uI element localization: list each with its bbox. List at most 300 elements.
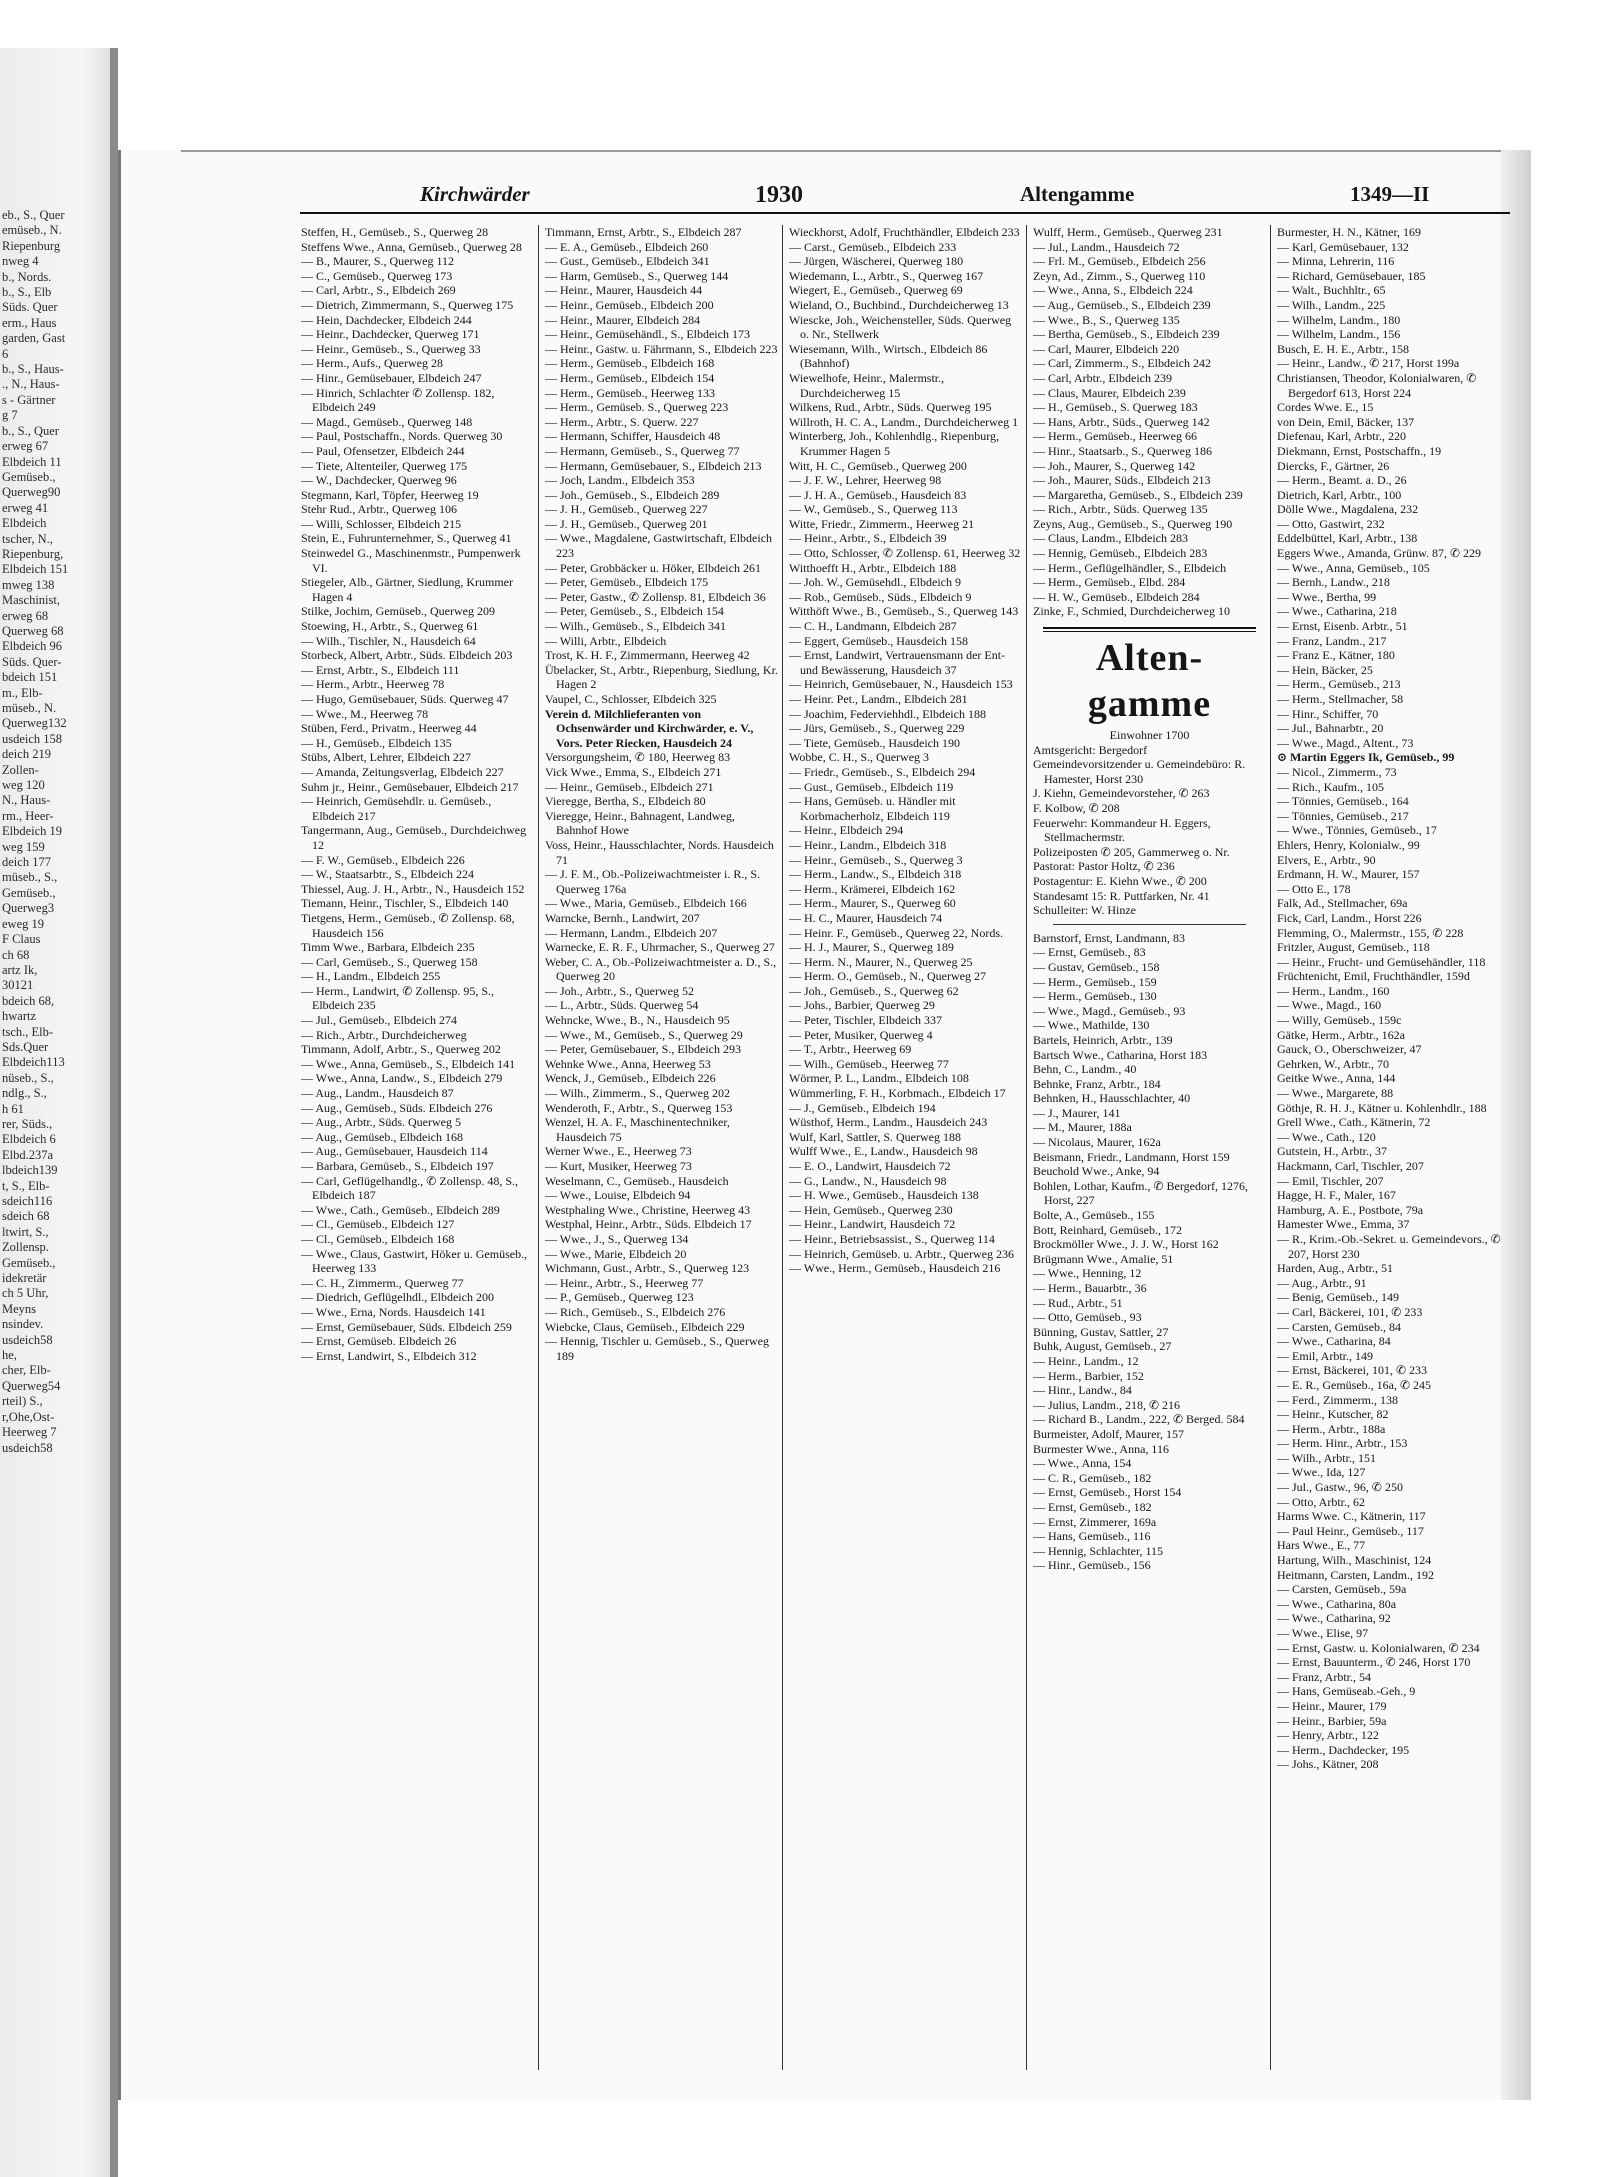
directory-entry: Wüsthof, Herm., Landm., Hausdeich 243 [789,1115,988,1130]
directory-entry: — Carl, Zimmerm., S., Elbdeich 242 [1033,356,1211,371]
section-separator [1053,924,1246,925]
directory-entry: — Heinr., Gemüsehändl., S., Elbdeich 173 [545,327,750,342]
directory-entry: Storbeck, Albert, Arbtr., Süds. Elbdeich 203 [301,648,513,663]
directory-entry: — Herm., Gemüseb., Elbdeich 168 [545,356,715,371]
directory-entry: Witte, Friedr., Zimmerm., Heerweg 21 [789,516,975,531]
gutter-fragment: t, S., Elb- [2,1178,50,1193]
directory-entry: Behnke, Franz, Arbtr., 184 [1033,1076,1161,1091]
gutter-fragment: erweg 41 [2,500,49,515]
directory-entry: — Wilh., Gemüseb., S., Elbdeich 341 [545,619,726,634]
directory-entry: — Wilhelm, Landm., 180 [1277,312,1401,327]
gutter-fragment: Elbd.237a [2,1147,54,1162]
directory-entry: — C. R., Gemüseb., 182 [1033,1470,1152,1485]
directory-entry: — Tönnies, Gemüseb., 217 [1277,808,1409,823]
directory-entry: Tietgens, Herm., Gemüseb., ✆ Zollensp. 68, Hausdeich 156 [301,910,515,940]
directory-entry: Tangermann, Aug., Gemüseb., Durchdeichweg 12 [301,823,527,852]
directory-entry: — Magd., Gemüseb., Querweg 148 [301,414,473,429]
directory-entry: — Herm., Gemüseb., 159 [1033,974,1157,989]
directory-entry: — Heinr., Arbtr., S., Elbdeich 39 [789,531,947,546]
directory-entry: Vaupel, C., Schlosser, Elbdeich 325 [545,692,717,706]
directory-entry: — Herm., Gemüseb., 213 [1277,677,1401,692]
directory-entry: — Tiete, Gemüseb., Hausdeich 190 [789,735,960,750]
gutter-fragment: b., S., Elb [2,285,52,300]
directory-entry: Warnecke, E. R. F., Uhrmacher, S., Querweg 27 [545,940,775,955]
gutter-fragment: Querweg90 [2,485,61,500]
directory-entry: Voss, Heinr., Hausschlachter, Nords. Hausdeich 71 [545,837,774,867]
directory-entry: — Franz, Landm., 217 [1277,633,1387,648]
directory-entry: — Herm. N., Maurer, N., Querweg 25 [789,954,973,969]
directory-entry: — Heinr., Gemüseb., Elbdeich 200 [545,297,714,312]
population: Einwohner 1700 [1109,728,1190,743]
directory-entry: Wulff Wwe., E., Landw., Hausdeich 98 [789,1144,978,1159]
directory-entry: Bohlen, Lothar, Kaufm., ✆ Bergedorf, 1276, Horst, 227 [1033,1178,1248,1208]
directory-entry: — M., Maurer, 188a [1033,1120,1132,1135]
directory-entry: — Herm., Maurer, S., Querweg 60 [789,896,956,911]
gutter-fragment: erweg 68 [2,608,49,623]
directory-entry: — Aug., Arbtr., Süds. Querweg 5 [301,1115,461,1130]
directory-entry: — Gust., Gemüseb., Elbdeich 341 [545,254,710,269]
directory-entry: Versorgungsheim, ✆ 180, Heerweg 83 [545,750,731,765]
directory-entry: Wiedemann, L., Arbtr., S., Querweg 167 [789,268,984,283]
directory-entry: — Gust., Gemüseb., Elbdeich 119 [789,779,954,794]
directory-entry: — Herm. O., Gemüseb., N., Querweg 27 [789,969,986,984]
directory-entry: — Claus, Landm., Elbdeich 283 [1033,531,1188,546]
directory-entry: Steffens Wwe., Anna, Gemüseb., Querweg 28 [301,239,522,254]
directory-entry: Vieregge, Heinr., Bahnagent, Landweg, Bahnhof Howe [545,808,735,838]
directory-entry: Ehlers, Henry, Kolonialw., 99 [1277,837,1420,852]
directory-entry: — Wwe., Henning, 12 [1033,1266,1142,1281]
directory-entry: — Ernst, Landwirt, S., Elbdeich 312 [301,1348,477,1363]
directory-entry: Grell Wwe., Cath., Kätnerin, 72 [1277,1115,1431,1130]
directory-entry: — Ernst, Gemüseb., Horst 154 [1033,1485,1182,1500]
directory-entry: — Heinr., Gemüseb., Elbdeich 271 [545,779,714,794]
directory-entry: — Herm., Arbtr., S. Querw. 227 [545,414,699,429]
directory-entry: — Rich., Arbtr., Süds. Querweg 135 [1033,502,1208,517]
gutter-fragment: deich 177 [2,855,51,870]
directory-entry: — Joh., Maurer, Süds., Elbdeich 213 [1033,473,1211,488]
directory-entry: — Ernst, Gemüseb., 83 [1033,945,1146,960]
directory-entry: — Wwe., Anna, Gemüseb., S., Elbdeich 141 [301,1056,516,1071]
directory-entry: Gätke, Herm., Arbtr., 162a [1277,1027,1405,1042]
directory-entry: Weselmann, C., Gemüseb., Hausdeich [545,1173,729,1188]
directory-entry: Dietrich, Karl, Arbtr., 100 [1277,487,1402,502]
directory-entry: — Heinr., Arbtr., S., Heerweg 77 [545,1275,704,1290]
section-title-line-2: gamme [1087,683,1212,726]
directory-entry: Eggers Wwe., Amanda, Grünw. 87, ✆ 229 [1277,546,1482,561]
directory-entry: — H. J., Maurer, S., Querweg 189 [789,940,954,955]
directory-entry: Christiansen, Theodor, Kolonialwaren, ✆ Bergedorf 613, Horst 224 [1277,370,1477,400]
directory-entry: Hamester Wwe., Emma, 37 [1277,1217,1410,1232]
directory-entry: von Dein, Emil, Bäcker, 137 [1277,414,1415,429]
gutter-fragment: garden, Gast [2,331,66,346]
directory-entry: — Hans, Gemüseab.-Geh., 9 [1277,1684,1416,1699]
gutter-fragment: bdeich 68, [2,993,55,1008]
directory-entry: Wiesemann, Wilh., Wirtsch., Elbdeich 86 (Bahnhof) [789,341,988,371]
directory-entry: — H. C., Maurer, Hausdeich 74 [789,910,943,925]
directory-entry: Schulleiter: W. Hinze [1033,903,1136,918]
directory-entry: — Herm., Landwirt, ✆ Zollensp. 95, S., Elbdeich 235 [301,983,495,1013]
directory-entry: — Heinr., Frucht- und Gemüsehändler, 118 [1277,954,1486,969]
directory-entry: — Bernh., Landw., 218 [1277,575,1390,590]
directory-entry: — Heinr., Elbdeich 294 [789,823,904,838]
book-binding [110,48,118,2177]
directory-entry: Zeyns, Aug., Gemüseb., S., Querweg 190 [1033,516,1233,531]
directory-entry: — Hein, Gemüseb., Querweg 230 [789,1202,953,1217]
directory-entry: — Herm., Gemüseb., Elbd. 284 [1033,575,1186,590]
directory-entry: Bolte, A., Gemüseb., 155 [1033,1208,1155,1223]
directory-entry: Diekmann, Ernst, Postschaffn., 19 [1277,443,1442,458]
directory-entry: — J. F. W., Lehrer, Heerweg 98 [789,473,942,488]
page-header [300,178,1510,214]
directory-entry: — Wwe., Magdalene, Gastwirtschaft, Elbdeich 223 [545,531,773,561]
directory-entry: — Wwe., M., Heerweg 78 [301,706,429,721]
directory-entry: Stoewing, H., Arbtr., S., Querweg 61 [301,619,479,634]
directory-entry: Steinwedel G., Maschinenmstr., Pumpenwerk VI. [301,546,521,575]
directory-entry: — Heinrich, Gemüsehdlr. u. Gemüseb., Elbdeich 217 [301,794,492,823]
directory-entry: — Kurt, Musiker, Heerweg 73 [545,1159,692,1173]
directory-entry: Wiescke, Joh., Weichensteller, Süds. Querweg o. Nr., Stellwerk [789,312,1012,342]
gutter-fragment: Querweg54 [2,1378,61,1393]
directory-entry: Wieckhorst, Adolf, Fruchthändler, Elbdeich 233 [789,225,1020,239]
directory-entry: — Wwe., Catharina, 84 [1277,1334,1391,1349]
gutter-fragment: erm., Haus [2,315,57,330]
directory-entry: — Wwe., Anna, Landw., S., Elbdeich 279 [301,1071,503,1086]
directory-entry: — Wilh., Tischler, N., Hausdeich 64 [301,633,476,648]
directory-entry: Wümmerling, F. H., Korbmach., Elbdeich 17 [789,1086,1006,1101]
directory-entry: — Hans, Gemüseb. u. Händler mit Korbmacherholz, Elbdeich 119 [789,794,956,823]
directory-entry: Timmann, Ernst, Arbtr., S., Elbdeich 287 [545,225,742,239]
directory-entry: — Hennig, Gemüseb., Elbdeich 283 [1033,546,1208,561]
gutter-fragment: nweg 4 [2,254,39,269]
gutter-fragment: nsindev. [2,1317,44,1332]
directory-entry: Witthöft Wwe., B., Gemüseb., S., Querweg 143 [789,604,1019,619]
directory-entry: — Eggert, Gemüseb., Hausdeich 158 [789,633,968,648]
directory-entry: — Hermann, Gemüseb., S., Querweg 77 [545,443,740,458]
directory-entry: — Dietrich, Zimmermann, S., Querweg 175 [301,297,514,312]
directory-entry: Gehrken, W., Arbtr., 70 [1277,1056,1389,1071]
directory-entry: — Joh., Maurer, S., Querweg 142 [1033,458,1196,473]
directory-entry: — Otto, Arbtr., 62 [1277,1494,1366,1509]
gutter-fragment: ltwirt, S., [2,1224,49,1239]
directory-entry: Wilkens, Rud., Arbtr., Süds. Querweg 195 [789,400,992,415]
directory-entry: — E. R., Gemüseb., 16a, ✆ 245 [1277,1377,1432,1392]
gutter-fragment: usdeich58 [2,1440,53,1455]
directory-entry: F. Kolbow, ✆ 208 [1033,801,1120,815]
directory-entry: — Wwe., Anna, S., Elbdeich 224 [1033,283,1193,298]
directory-entry: — Wwe., Claus, Gastwirt, Höker u. Gemüseb., Heerweg 133 [301,1246,528,1276]
directory-entry: — J. F. M., Ob.-Polizeiwachtmeister i. R., S. Querweg 176a [545,867,761,896]
directory-entry: Göthje, R. H. J., Kätner u. Kohlenhdlr., 188 [1277,1100,1487,1115]
gutter-fragment: hwartz [2,1009,37,1024]
gutter-fragment: Riepenburg [2,238,61,253]
directory-entry: — H., Gemüseb., Elbdeich 135 [301,735,452,750]
directory-entry: — Johs., Kätner, 208 [1277,1757,1379,1772]
directory-entry: — Harm, Gemüseb., S., Querweg 144 [545,268,729,283]
gutter-fragment: b., S., Quer [2,423,59,438]
directory-entry: — Hans, Gemüseb., 116 [1033,1529,1151,1544]
gutter-fragment: ch 68 [2,947,30,962]
directory-entry: — Heinr., Gastw. u. Fährmann, S., Elbdeich 223 [545,341,778,356]
directory-entry: Verein d. Milchlieferanten von Ochsenwärder und Kirchwärder, e. V., Vors. Peter Riecken, Hausdeich 24 [545,706,754,750]
directory-entry: — Hennig, Tischler u. Gemüseb., S., Querweg 189 [545,1334,769,1363]
directory-entry: — Wwe., Herm., Gemüseb., Hausdeich 216 [789,1261,1001,1276]
directory-entry: Brügmann Wwe., Amalie, 51 [1033,1251,1174,1266]
directory-entry: — Ernst, Bäckerei, 101, ✆ 233 [1277,1363,1428,1378]
directory-entry: — Tönnies, Gemüseb., 164 [1277,794,1409,809]
directory-entry: — Aug., Landm., Hausdeich 87 [301,1086,454,1101]
directory-entry: — Julius, Landm., 218, ✆ 216 [1033,1397,1181,1412]
gutter-fragment: erweg 67 [2,439,49,454]
directory-entry: — W., Dachdecker, Querweg 96 [301,473,457,488]
directory-entry: Übelacker, St., Arbtr., Riepenburg, Siedlung, Kr. Hagen 2 [545,662,778,692]
gutter-fragment: idekretär [2,1271,47,1286]
directory-entry: — W., Gemüseb., S., Querweg 113 [789,502,958,517]
gutter-fragment: sdeich 68 [2,1209,50,1224]
directory-entry: — Willi, Schlosser, Elbdeich 215 [301,516,462,531]
directory-entry: — Carl, Geflügelhandlg., ✆ Zollensp. 48, S., Elbdeich 187 [301,1173,519,1203]
gutter-fragment: Elbdeich 6 [2,1132,56,1147]
directory-entry: — Herm., Landw., S., Elbdeich 318 [789,867,962,882]
directory-entry: Thiessel, Aug. J. H., Arbtr., N., Hausdeich 152 [301,881,525,896]
directory-entry: — Rud., Arbtr., 51 [1033,1295,1123,1310]
directory-entry: — Heinr., Dachdecker, Querweg 171 [301,327,480,342]
directory-entry: Willroth, H. C. A., Landm., Durchdeicherweg 1 [789,414,1019,429]
directory-entry: — Richard B., Landm., 222, ✆ Berged. 584 [1033,1412,1245,1427]
directory-entry: Zeyn, Ad., Zimm., S., Querweg 110 [1033,268,1206,283]
directory-entry: Stiegeler, Alb., Gärtner, Siedlung, Krummer Hagen 4 [301,575,513,604]
page-number: 1349—II [1350,182,1430,206]
directory-entry: — H. W., Gemüseb., Elbdeich 284 [1033,589,1200,604]
directory-entry: — Aug., Gemüseb., Süds. Elbdeich 276 [301,1100,493,1115]
directory-entry: — Jul., Bahnarbtr., 20 [1277,721,1384,736]
gutter-fragment: Meyns [2,1301,37,1316]
directory-entry: — Ferd., Zimmerm., 138 [1277,1392,1398,1407]
directory-entry: — Joachim, Federviehhdl., Elbdeich 188 [789,706,986,721]
directory-entry: — Friedr., Gemüseb., S., Elbdeich 294 [789,764,976,779]
directory-entry: Bartsch Wwe., Catharina, Horst 183 [1033,1047,1208,1062]
directory-entry: — Wwe., Catharina, 92 [1277,1611,1391,1626]
directory-entry: Diefenau, Karl, Arbtr., 220 [1277,429,1406,444]
gutter-fragment: rer, Süds., [2,1116,53,1131]
directory-entry: — Wilh., Landm., 225 [1277,297,1386,312]
directory-entry: Zinke, F., Schmied, Durchdeicherweg 10 [1033,604,1230,619]
directory-entry: — Peter, Tischler, Elbdeich 337 [789,1013,943,1028]
directory-entry: — Hinr., Schiffer, 70 [1277,706,1379,721]
directory-entry: — Herm., Beamt. a. D., 26 [1277,473,1407,488]
directory-entry: — Walt., Buchhltr., 65 [1277,283,1386,298]
gutter-fragment: rm., Heer- [2,808,54,823]
gutter-fragment: b., S., Haus- [2,362,64,377]
directory-entry: Wiebcke, Claus, Gemüseb., Elbdeich 229 [545,1319,745,1334]
directory-entry: — Ernst, Gastw. u. Kolonialwaren, ✆ 234 [1277,1640,1480,1655]
gutter-fragment: ., N., Haus- [2,377,60,392]
gutter-fragment: müseb., S., [2,870,58,885]
gutter-fragment: 6 [2,346,9,361]
directory-entry: — Wwe., Margarete, 88 [1277,1086,1394,1101]
directory-entry: Fick, Carl, Landm., Horst 226 [1277,910,1422,925]
gutter-fragment: Elbdeich [2,516,47,531]
directory-entry: Wobbe, C. H., S., Querweg 3 [789,750,930,765]
directory-entry: Gutstein, H., Arbtr., 37 [1277,1144,1387,1159]
directory-entry: — Peter, Gemüsebauer, S., Elbdeich 293 [545,1042,741,1057]
directory-entry: — Otto, Schlosser, ✆ Zollensp. 61, Heerweg 32 [789,546,1021,561]
directory-entry: — E. A., Gemüseb., Elbdeich 260 [545,239,709,254]
directory-entry: — Hinr., Gemüseb., 156 [1033,1558,1151,1573]
directory-entry: — Jürgen, Wäscherei, Querweg 180 [789,254,964,269]
directory-entry: — Hermann, Schiffer, Hausdeich 48 [545,429,721,444]
directory-entry: Gauck, O., Oberschweizer, 47 [1277,1042,1422,1057]
gutter-fragment: lbdeich139 [2,1163,58,1178]
directory-entry: Timm Wwe., Barbara, Elbdeich 235 [301,940,475,955]
directory-entry: Suhm jr., Heinr., Gemüsebauer, Elbdeich 217 [301,779,519,794]
directory-entry: ⊙ Martin Eggers Ik, Gemüseb., 99 [1277,750,1455,765]
directory-entry: — Wwe., B., S., Querweg 135 [1033,312,1180,327]
column-5 [1271,225,1515,2070]
column-4 [1027,225,1271,2070]
directory-entry: Buhk, August, Gemüseb., 27 [1033,1339,1172,1354]
directory-entry: — Franz E., Kätner, 180 [1277,648,1395,663]
directory-entry: Steffen, H., Gemüseb., S., Querweg 28 [301,225,489,239]
directory-entry: — L., Arbtr., Süds. Querweg 54 [545,998,699,1013]
gutter-fragment: g 7 [2,408,18,423]
directory-entry: Wichmann, Gust., Arbtr., S., Querweg 123 [545,1261,750,1276]
directory-entry: — J. H. A., Gemüseb., Hausdeich 83 [789,487,967,502]
directory-entry: — Karl, Gemüsebauer, 132 [1277,239,1409,254]
gutter-fragment: weg 159 [2,839,45,854]
directory-entry: Burmester, H. N., Kätner, 169 [1277,225,1422,239]
gutter-fragment: b., Nords. [2,269,52,284]
directory-entry: — Herm., Geflügelhändler, S., Elbdeich [1033,560,1227,575]
directory-entry: — Diedrich, Geflügelhdl., Elbdeich 200 [301,1290,494,1305]
gutter-fragment: Gemüseb., [2,885,56,900]
municipal-info [1033,743,1266,918]
gutter-fragment: Gemüseb., [2,469,56,484]
section-rule [1043,627,1256,632]
directory-entry: Heitmann, Carsten, Landm., 192 [1277,1567,1434,1582]
directory-entry: — J., Maurer, 141 [1033,1105,1121,1120]
directory-entry: Wulff, Herm., Gemüseb., Querweg 231 [1033,225,1223,239]
directory-entry: — Claus, Maurer, Elbdeich 239 [1033,385,1186,400]
directory-entry: Barnstorf, Ernst, Landmann, 83 [1033,930,1185,945]
directory-entry: — Willy, Gemüseb., 159c [1277,1013,1402,1028]
directory-entry: — Wwe., Bertha, 99 [1277,589,1377,604]
directory-entry: Wieland, O., Buchbind., Durchdeicherweg 13 [789,297,1009,312]
directory-entry: — Ernst, Gemüseb., 182 [1033,1499,1152,1514]
directory-entry: — P., Gemüseb., Querweg 123 [545,1290,694,1305]
directory-entry: — Ernst, Gemüsebauer, Süds. Elbdeich 259 [301,1319,512,1334]
directory-entry: — Gustav, Gemüseb., 158 [1033,959,1160,974]
directory-entry: Bünning, Gustav, Sattler, 27 [1033,1324,1169,1339]
directory-entry: — Hinr., Staatsarb., S., Querweg 186 [1033,443,1212,458]
directory-entry: — Heinrich, Gemüseb. u. Arbtr., Querweg 236 [789,1246,1014,1261]
directory-entry: — Franz, Arbtr., 54 [1277,1669,1371,1684]
directory-entry: — Heinr., Gemüseb., S., Querweg 3 [789,852,963,867]
directory-entry: — Bertha, Gemüseb., S., Elbdeich 239 [1033,327,1220,342]
directory-entry: — Wwe., M., Gemüseb., S., Querweg 29 [545,1027,743,1042]
directory-entry: — Wwe., Catharina, 218 [1277,604,1397,619]
directory-entry: — H. Wwe., Gemüseb., Hausdeich 138 [789,1188,979,1203]
gutter-fragment: ch 5 Uhr, [2,1286,49,1301]
directory-columns [295,225,1517,2070]
directory-entry: — Wwe., Mathilde, 130 [1033,1018,1150,1033]
directory-entry: — Carsten, Gemüseb., 84 [1277,1319,1401,1334]
directory-entry: Weber, C. A., Ob.-Polizeiwachtmeister a. D., S., Querweg 20 [545,954,777,984]
directory-entry: Postagentur: E. Kiehn Wwe., ✆ 200 [1033,873,1207,888]
directory-entry: Stübs, Albert, Lehrer, Elbdeich 227 [301,750,471,765]
directory-entry: — Peter, Grobbäcker u. Höker, Elbdeich 261 [545,560,761,575]
directory-entry: — Herm., Stellmacher, 58 [1277,692,1404,706]
directory-entry: — Wwe., Cath., 120 [1277,1129,1376,1144]
directory-entry: Bartels, Heinrich, Arbtr., 139 [1033,1032,1173,1047]
directory-entry: Burmeister, Adolf, Maurer, 157 [1033,1426,1185,1441]
directory-entry: Gemeindevorsitzender u. Gemeindebüro: R. Hamester, Horst 230 [1033,757,1246,786]
directory-entry: — Heinr., Betriebsassist., S., Querweg 114 [789,1231,995,1246]
directory-entry: — Herm. Hinr., Arbtr., 153 [1277,1436,1408,1451]
gutter-fragment: eweg 19 [2,916,44,931]
directory-entry: Hackmann, Carl, Tischler, 207 [1277,1159,1424,1173]
directory-entry: — Joh., Gemüseb., S., Elbdeich 289 [545,487,720,502]
gutter-fragment: tscher, N., [2,531,53,546]
gutter-fragment: Querweg 68 [2,623,64,638]
directory-entry: J. Kiehn, Gemeindevorsteher, ✆ 263 [1033,786,1210,801]
directory-entry: — C. H., Landmann, Elbdeich 287 [789,619,957,634]
gutter-fragment: Elbdeich 19 [2,824,63,839]
directory-entry: — Joch, Landm., Elbdeich 353 [545,473,695,488]
gutter-fragment: rteil) S., [2,1394,43,1409]
directory-entry: Hamburg, A. E., Postbote, 79a [1277,1202,1424,1217]
directory-entry: Brockmöller Wwe., J. J. W., Horst 162 [1033,1237,1219,1252]
directory-entry: — Joh., Arbtr., S., Querweg 52 [545,983,694,998]
directory-entry: Bott, Reinhard, Gemüseb., 172 [1033,1222,1182,1237]
directory-entry: — Jul., Landm., Hausdeich 72 [1033,239,1180,254]
directory-entry: — Wwe., Maria, Gemüseb., Elbdeich 166 [545,896,747,911]
directory-entry: Stein, E., Fuhrunternehmer, S., Querweg 41 [301,531,512,546]
directory-entry: — Herm., Krämerei, Elbdeich 162 [789,881,956,896]
gutter-fragment: nüseb., S., [2,1070,54,1085]
directory-entry: — Aug., Arbtr., 91 [1277,1275,1367,1290]
previous-page-edge [0,48,118,2177]
directory-entry: — Peter, Musiker, Querweg 4 [789,1027,933,1042]
gutter-fragment: Elbdeich113 [2,1055,65,1070]
directory-entry: — Amanda, Zeitungsverlag, Elbdeich 227 [301,764,504,779]
directory-entry: Trost, K. H. F., Zimmermann, Heerweg 42 [545,648,750,663]
gutter-fragment: 30121 [2,978,34,993]
directory-entry: — Wwe., Catharina, 80a [1277,1596,1397,1611]
directory-entry: — Henry, Arbtr., 122 [1277,1728,1379,1743]
directory-entry: Standesamt 15: R. Puttfarken, Nr. 41 [1033,888,1210,903]
directory-entry: Stilke, Jochim, Gemüseb., Querweg 209 [301,604,495,619]
directory-entry: — Ernst, Eisenb. Arbtr., 51 [1277,619,1408,634]
gutter-fragment: Elbdeich 11 [2,454,62,469]
directory-entry: — Hinr., Landw., 84 [1033,1383,1132,1398]
directory-entry: — Heinr. Pet., Landm., Elbdeich 281 [789,692,968,706]
gutter-fragment: Süds. Quer- [2,654,62,669]
directory-entry: — Cl., Gemüseb., Elbdeich 168 [301,1231,455,1246]
gutter-fragment: h 61 [2,1101,24,1116]
directory-entry: — Wilh., Zimmerm., S., Querweg 202 [545,1086,730,1101]
directory-entry: — Herm., Arbtr., 188a [1277,1421,1386,1436]
directory-entry: — Herm., Gemüseb., 130 [1033,989,1157,1004]
directory-entry: Polizeiposten ✆ 205, Gammerweg o. Nr. [1033,844,1230,859]
directory-entry: — H., Gemüseb., S. Querweg 183 [1033,400,1198,415]
gutter-fragment: cher, Elb- [2,1363,51,1378]
gutter-fragment: Sds.Quer [2,1039,49,1054]
directory-entry: — Wwe., Marie, Elbdeich 20 [545,1246,687,1261]
directory-entry: — Willi, Arbtr., Elbdeich [545,633,667,648]
directory-entry: Wehnke Wwe., Anna, Heerweg 53 [545,1056,711,1071]
directory-entry: — C., Gemüseb., Querweg 173 [301,268,453,283]
gutter-fragment: artz Ik, [2,962,38,977]
